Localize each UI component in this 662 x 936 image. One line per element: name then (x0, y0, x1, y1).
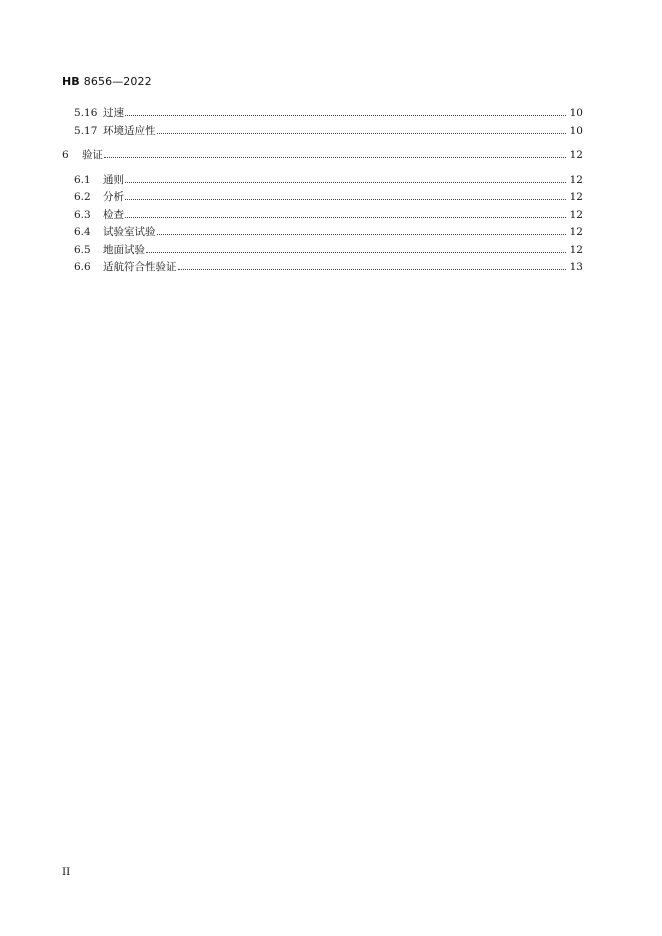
toc-entry-title: 地面试验 (103, 244, 145, 256)
toc-entry-number: 6.1 (74, 174, 91, 186)
table-of-contents (0, 0, 662, 300)
toc-entry-6-4[interactable] (74, 225, 583, 239)
toc-entry-page: 12 (569, 191, 583, 203)
toc-entry-number: 6.6 (74, 261, 91, 273)
toc-entry-page: 12 (569, 244, 583, 256)
toc-leader-dots (157, 133, 567, 134)
toc-entry-title: 适航符合性验证 (103, 261, 177, 273)
toc-entry-6-6[interactable] (74, 260, 583, 274)
toc-entry-title: 过速 (103, 107, 124, 119)
toc-entry-6-5[interactable] (74, 243, 583, 257)
toc-leader-dots (125, 182, 566, 183)
toc-entry-6-2[interactable] (74, 190, 583, 204)
toc-leader-dots (125, 217, 566, 218)
toc-entry-number: 6.3 (74, 209, 91, 221)
toc-entry-page: 12 (569, 174, 583, 186)
toc-entry-number: 6.2 (74, 191, 91, 203)
toc-entry-page: 12 (569, 149, 583, 161)
toc-leader-dots (125, 115, 566, 116)
toc-entry-number: 6.5 (74, 244, 91, 256)
toc-entry-number: 6.4 (74, 226, 91, 238)
toc-entry-page: 10 (569, 125, 583, 137)
toc-entry-title: 试验室试验 (103, 226, 156, 238)
toc-entry-title: 验证 (82, 149, 103, 161)
toc-entry-page: 12 (569, 226, 583, 238)
toc-leader-dots (157, 234, 567, 235)
toc-entry-page: 12 (569, 209, 583, 221)
toc-entry-number: 5.17 (74, 125, 98, 137)
toc-entry-number: 5.16 (74, 107, 98, 119)
toc-entry-title: 通则 (103, 174, 124, 186)
toc-entry-6[interactable] (62, 148, 583, 162)
toc-leader-dots (125, 199, 566, 200)
toc-entry-6-3[interactable] (74, 208, 583, 222)
standard-number: 8656—2022 (83, 75, 152, 88)
toc-entry-6-1[interactable] (74, 173, 583, 187)
standard-code: HB (62, 75, 80, 88)
toc-leader-dots (178, 269, 567, 270)
toc-leader-dots (104, 157, 566, 158)
toc-entry-title: 环境适应性 (103, 125, 156, 137)
page-number: II (62, 866, 71, 878)
toc-entry-title: 检查 (103, 209, 124, 221)
toc-entry-page: 10 (569, 107, 583, 119)
toc-entry-5-17[interactable] (74, 124, 583, 138)
toc-entry-5-16[interactable] (74, 106, 583, 120)
toc-entry-page: 13 (569, 261, 583, 273)
toc-leader-dots (146, 252, 566, 253)
toc-entry-number: 6 (62, 149, 69, 161)
toc-entry-title: 分析 (103, 191, 124, 203)
